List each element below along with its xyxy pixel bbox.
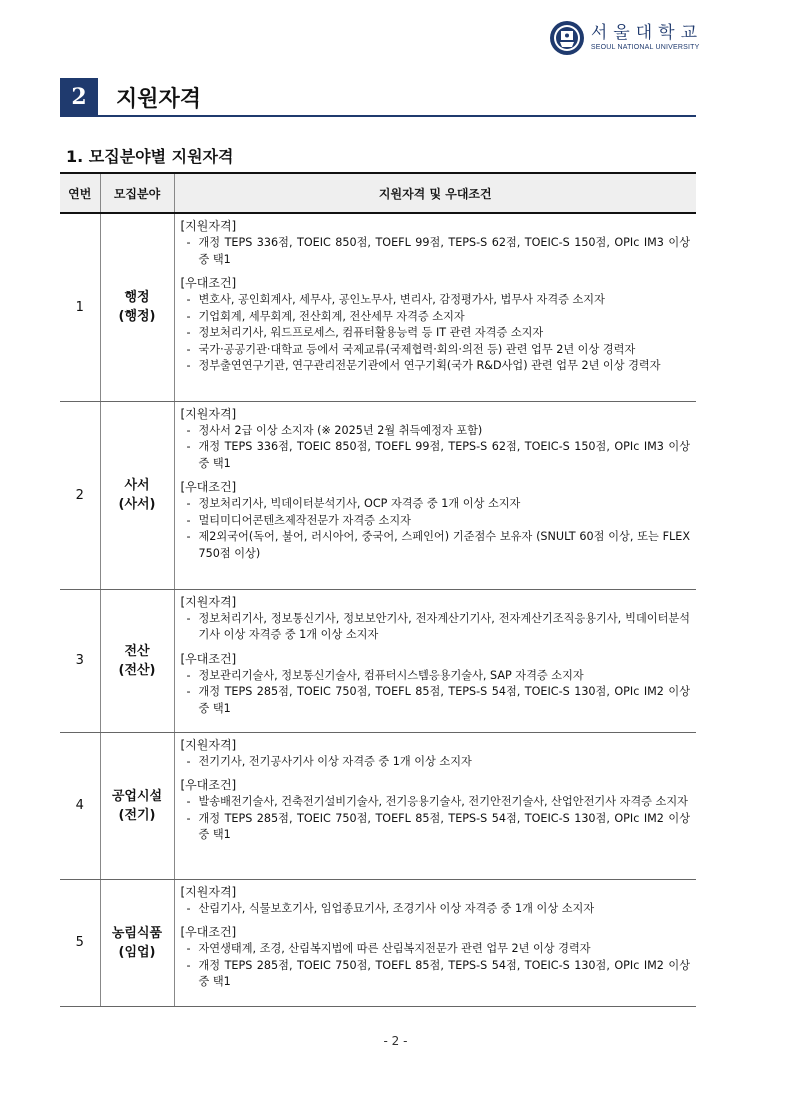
column-header-no: 연번	[60, 173, 100, 213]
preferences-title: [우대조건]	[180, 925, 237, 939]
list-item: - 정보처리기사, 정보통신기사, 정보보안기사, 전자계산기기사, 전자계산기조직응용기사, 빅데이터분석기사 이상 자격증 중 1개 이상 소지자	[181, 611, 691, 644]
section-header	[60, 78, 696, 116]
list-item: - 개정 TEPS 336점, TOEIC 850점, TOEFL 99점, TEPS-S 62점, TOEIC-S 150점, OPIc IM3 이상 중 택1	[181, 439, 691, 472]
list-item: - 발송배전기술사, 건축전기설비기술사, 전기응용기술사, 전기안전기술사, 산업안전기사 자격증 소지자	[181, 794, 691, 811]
field-name: 행정	[124, 290, 150, 306]
qualification-cell	[174, 732, 696, 879]
requirements-block	[181, 218, 691, 268]
list-item: - 자연생태계, 조경, 산림복지법에 따른 산림복지전문가 관련 업무 2년 이상 경력자	[181, 941, 691, 958]
subsection-title: 1. 모집분야별 지원자격	[66, 147, 234, 166]
list-item: - 개정 TEPS 285점, TOEIC 750점, TOEFL 85점, TEPS-S 54점, TOEIC-S 130점, OPIc IM2 이상 중 택1	[181, 684, 691, 717]
list-item: - 국가·공공기관·대학교 등에서 국제교류(국제협력·회의·의전 등) 관련 업무 2년 이상 경력자	[181, 342, 691, 359]
university-name-kr: 서울대학교	[590, 23, 703, 43]
requirements-title: [지원자격]	[180, 737, 237, 752]
list-item: - 제2외국어(독어, 불어, 러시아어, 중국어, 스페인어) 기준점수 보유자 (SNULT 60점 이상, 또는 FLEX 750점 이상)	[181, 529, 691, 562]
preferences-title: [우대조건]	[180, 778, 237, 792]
field-detail: (사서)	[118, 497, 156, 512]
list-item: - 정부출연연구기관, 연구관리전문기관에서 연구기획(국가 R&D사업) 관련 업무 2년 이상 경력자	[181, 358, 691, 375]
recruit-field	[100, 401, 174, 589]
recruit-field	[100, 213, 174, 401]
list-item: - 전기기사, 전기공사기사 이상 자격증 중 1개 이상 소지자	[181, 754, 691, 771]
field-detail: (행정)	[118, 309, 156, 325]
preferences-title: [우대조건]	[180, 651, 237, 666]
table-row	[60, 732, 696, 879]
qualification-cell	[174, 401, 696, 589]
requirements-block	[181, 737, 691, 771]
section-number: 2	[60, 78, 98, 116]
field-name: 사서	[124, 478, 150, 493]
university-emblem-icon	[549, 20, 585, 56]
row-number: 4	[60, 732, 100, 879]
table-row	[60, 879, 696, 1006]
preferences-title: [우대조건]	[180, 276, 237, 290]
list-item: - 정보처리기사, 빅데이터분석기사, OCP 자격증 중 1개 이상 소지자	[181, 496, 691, 513]
requirements-title: [지원자격]	[180, 406, 237, 421]
list-item: - 정보처리기사, 워드프로세스, 컴퓨터활용능력 등 IT 관련 자격증 소지자	[181, 325, 691, 342]
field-name: 농림식품	[111, 925, 163, 941]
requirements-block	[181, 406, 691, 473]
list-item: - 개정 TEPS 285점, TOEIC 750점, TOEFL 85점, TEPS-S 54점, TOEIC-S 130점, OPIc IM2 이상 중 택1	[181, 811, 691, 844]
list-item: - 기업회계, 세무회계, 전산회계, 전산세무 자격증 소지자	[181, 309, 691, 326]
university-logo	[549, 20, 703, 56]
table-row	[60, 589, 696, 732]
requirements-block	[181, 884, 691, 918]
university-name-en: SEOUL NATIONAL UNIVERSITY	[590, 44, 700, 51]
requirements-title: [지원자격]	[180, 594, 237, 609]
recruit-field	[100, 589, 174, 732]
preferences-block	[181, 777, 691, 844]
qualification-cell	[174, 213, 696, 401]
list-item: - 개정 TEPS 285점, TOEIC 750점, TOEFL 85점, TEPS-S 54점, TOEIC-S 130점, OPIc IM2 이상 중 택1	[181, 958, 691, 991]
recruit-field	[100, 879, 174, 1006]
field-name: 공업시설	[111, 788, 163, 804]
table-row	[60, 213, 696, 401]
recruit-field	[100, 732, 174, 879]
qualification-cell	[174, 879, 696, 1006]
column-header-qualification: 지원자격 및 우대조건	[174, 173, 696, 213]
list-item: - 정보관리기술사, 정보통신기술사, 컴퓨터시스템응용기술사, SAP 자격증 소지자	[181, 668, 691, 685]
preferences-block	[181, 651, 691, 718]
requirements-title: [지원자격]	[180, 219, 237, 233]
section-title: 지원자격	[116, 87, 202, 112]
list-item: - 멀티미디어콘텐츠제작전문가 자격증 소지자	[181, 513, 691, 530]
row-number: 5	[60, 879, 100, 1006]
row-number: 2	[60, 401, 100, 589]
preferences-block	[181, 275, 691, 375]
field-detail: (임업)	[118, 944, 156, 960]
column-header-field: 모집분야	[100, 173, 174, 213]
field-detail: (전기)	[118, 807, 156, 823]
row-number: 3	[60, 589, 100, 732]
page-number: - 2 -	[383, 1034, 408, 1048]
table-row	[60, 401, 696, 589]
preferences-title: [우대조건]	[180, 480, 237, 494]
row-number: 1	[60, 213, 100, 401]
preferences-block	[181, 479, 691, 562]
qualification-table	[60, 172, 696, 1007]
requirements-block	[181, 594, 691, 644]
list-item: - 산림기사, 식물보호기사, 임업종묘기사, 조경기사 이상 자격증 중 1개 이상 소지자	[181, 901, 691, 918]
list-item: - 개정 TEPS 336점, TOEIC 850점, TOEFL 99점, TEPS-S 62점, TOEIC-S 150점, OPIc IM3 이상 중 택1	[181, 235, 691, 268]
list-item: - 정사서 2급 이상 소지자 (※ 2025년 2월 취득예정자 포함)	[181, 423, 691, 440]
table-header-row	[60, 173, 696, 213]
field-name: 전산	[124, 643, 150, 659]
list-item: - 변호사, 공인회계사, 세무사, 공인노무사, 변리사, 감정평가사, 법무사 자격증 소지자	[181, 292, 691, 309]
section-divider	[60, 115, 696, 117]
qualification-cell	[174, 589, 696, 732]
field-detail: (전산)	[118, 662, 156, 678]
requirements-title: [지원자격]	[180, 884, 237, 899]
preferences-block	[181, 924, 691, 991]
